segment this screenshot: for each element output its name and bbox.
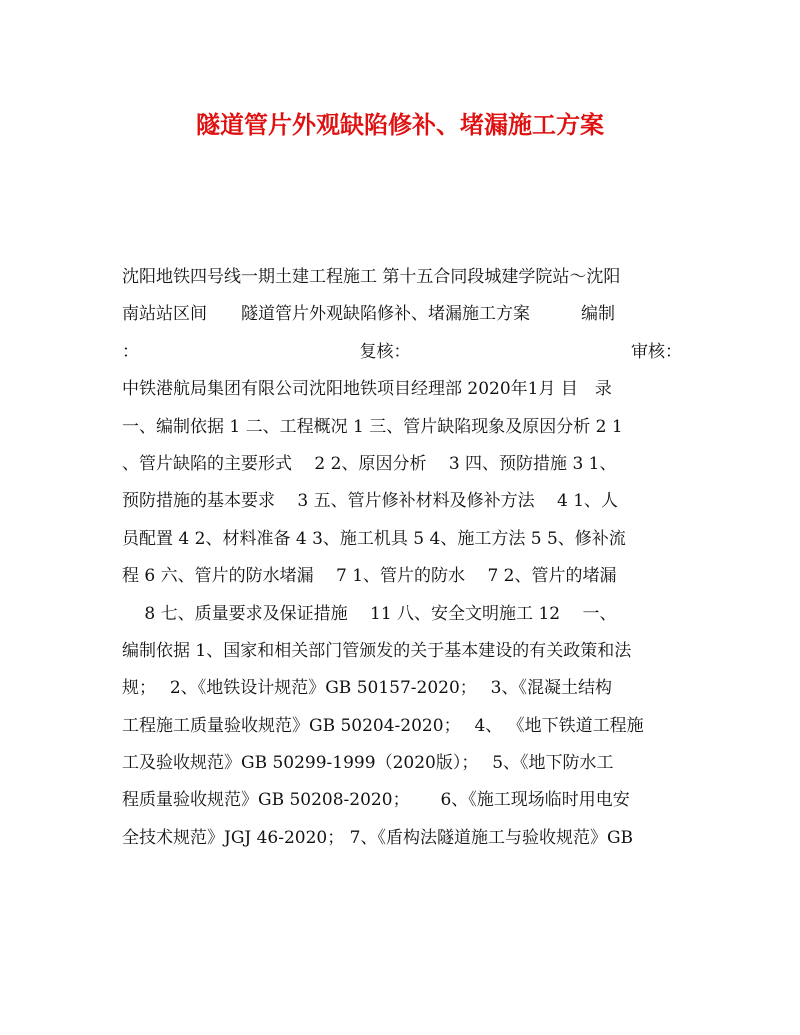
body-line: 8 七、质量要求及保证措施 11 八、安全文明施工 12 一、: [122, 603, 617, 624]
body-line: 沈阳地铁四号线一期土建工程施工 第十五合同段城建学院站～沈阳: [122, 267, 621, 287]
body-line: 工及验收规范》GB 50299-1999（2020版）； 5、《地下防水工: [122, 753, 614, 774]
document-title: 隧道管片外观缺陷修补、堵漏施工方案: [196, 110, 604, 139]
body-line: 编制依据 1、国家和相关部门管颁发的关于基本建设的有关政策和法: [122, 640, 632, 661]
approve-label: 审核：: [631, 341, 682, 362]
body-line: 程 6 六、管片的防水堵漏 7 1、管片的防水 7 2、管片的堵漏: [122, 566, 617, 587]
signature-line: [122, 337, 682, 374]
body-line: 员配置 4 2、材料准备 4 3、施工机具 5 4、施工方法 5 5、修补流: [122, 528, 626, 549]
body-line: 规； 2、《地铁设计规范》GB 50157-2020； 3、《混凝土结构: [122, 678, 613, 699]
body-line: 南站站区间 隧道管片外观缺陷修补、堵漏施工方案 编制: [122, 304, 615, 325]
document-body: [122, 262, 682, 860]
body-line: 一、编制依据 1 二、工程概况 1 三、管片缺陷现象及原因分析 2 1: [122, 416, 623, 437]
body-line: 全技术规范》JGJ 46-2020； 7、《盾构法隧道施工与验收规范》GB: [122, 827, 634, 848]
body-line: 中铁港航局集团有限公司沈阳地铁项目经理部 2020年1月 目 录: [122, 379, 612, 400]
body-line: 、管片缺陷的主要形式 2 2、原因分析 3 四、预防措施 3 1、: [122, 453, 617, 474]
body-line: 工程施工质量验收规范》GB 50204-2020； 4、 《地下铁道工程施: [122, 715, 644, 736]
body-line: 程质量验收规范》GB 50208-2020； 6、《施工现场临时用电安: [122, 790, 630, 811]
review-label: 复核：: [359, 341, 411, 362]
body-line: 预防措施的基本要求 3 五、管片修补材料及修补方法 4 1、人: [122, 491, 619, 512]
signature-colon: ：: [122, 341, 139, 362]
